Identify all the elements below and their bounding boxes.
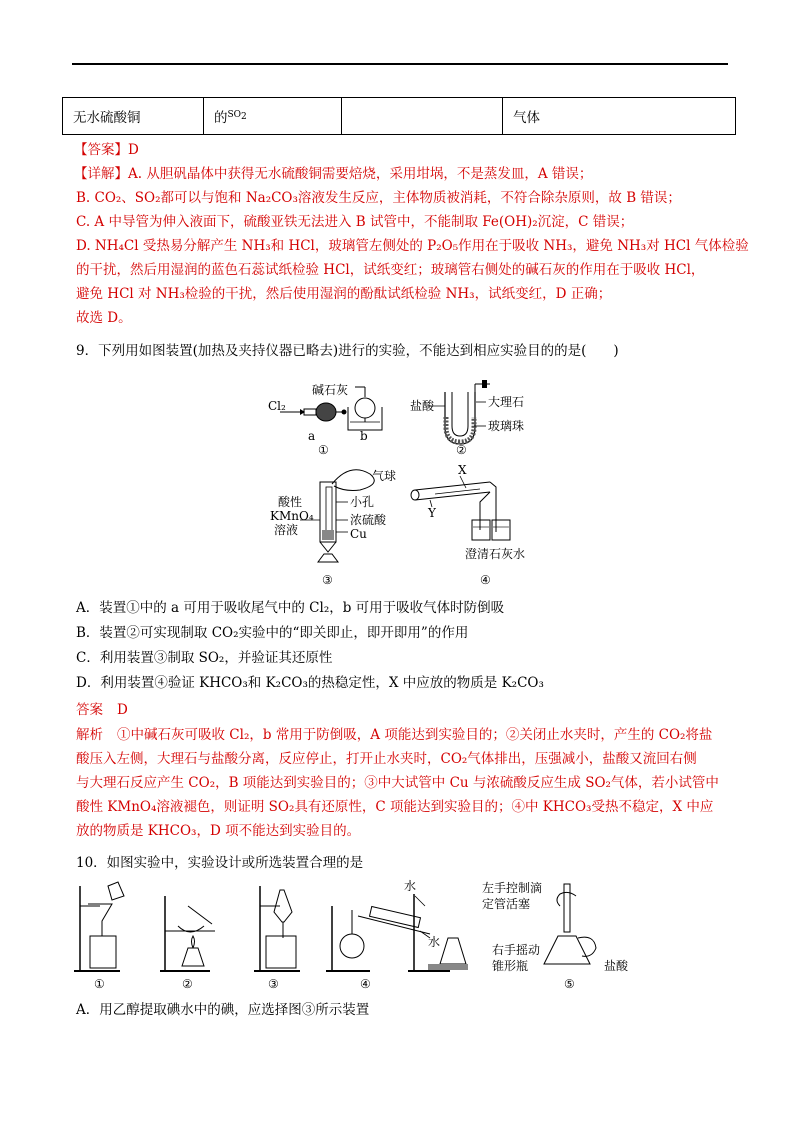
label-device-3: ③ — [322, 573, 333, 587]
label-hcl: 盐酸 — [410, 399, 435, 413]
table-cell: 无水硫酸铜 — [63, 98, 204, 135]
label-water-out: 水 — [428, 935, 441, 949]
detail-8-d2: 的干扰，然后用湿润的蓝色石蕊试纸检验 HCl，试纸变红；玻璃管右侧处的碱石灰的作用在于吸收 HCl， — [76, 262, 705, 278]
header-rule — [72, 63, 728, 65]
label-left-hand-1: 左手控制滴 — [482, 881, 543, 895]
label-device-1: ① — [318, 443, 329, 457]
label-limewater: 澄清石灰水 — [465, 547, 526, 561]
answer-8 — [74, 139, 734, 161]
label-marble: 大理石 — [488, 395, 525, 409]
label-kmno4-3: 溶液 — [274, 523, 299, 537]
question-10-stem: 10．如图实验中，实验设计或所选装置合理的是 — [76, 855, 364, 871]
analysis-text: ①中碱石灰可吸收 Cl₂，b 常用于防倒吸，A 项能达到实验目的；②关闭止水夹时，产生的 CO₂将盐 — [117, 727, 713, 743]
label-cl2: Cl₂ — [268, 399, 286, 413]
analysis-label: 解析 — [76, 727, 103, 743]
device-4-heating-tubes — [411, 476, 510, 540]
q9-option-b: B．装置②可实现制取 CO₂实验中的“即关即止，即开即用”的作用 — [76, 625, 469, 641]
label-cu: Cu — [350, 527, 367, 541]
q9-analysis-3: 与大理石反应产生 CO₂，B 项能达到实验目的；③中大试管中 Cu 与浓硫酸反应生成 SO₂气体，若小试管中 — [76, 775, 719, 791]
label-right-hand-2: 锥形瓶 — [492, 959, 529, 973]
label-glass-beads: 玻璃珠 — [488, 419, 525, 433]
label-x: X — [458, 463, 467, 477]
label-small-hole: 小孔 — [350, 495, 375, 509]
detail-8-c: C. A 中导管为伸入液面下，硫酸亚铁无法进入 B 试管中，不能制取 Fe(OH)₂沉淀，C 错误； — [76, 214, 634, 230]
label-kmno4-1: 酸性 — [278, 495, 303, 509]
label-setup-5: ⑤ — [564, 977, 575, 991]
q10-option-a: A．用乙醇提取碘水中的碘，应选择图③所示装置 — [76, 1002, 370, 1018]
q9-option-c: C．利用装置③制取 SO₂，并验证其还原性 — [76, 650, 333, 666]
label-setup-3: ③ — [268, 977, 279, 991]
setup-1-filtration — [74, 882, 124, 971]
detail-8-a — [74, 163, 734, 185]
setup-3-separatory-funnel — [254, 886, 300, 971]
table-cell — [342, 98, 503, 135]
label-y: Y — [428, 506, 436, 520]
table-cell — [204, 98, 342, 135]
answer-value: D — [117, 702, 128, 718]
label-balloon: 气球 — [372, 469, 397, 483]
detail-8-d3: 避免 HCl 对 NH₃检验的干扰，然后使用湿润的酚酞试纸检验 NH₃，试纸变红，D 正确； — [76, 286, 612, 302]
cell-text: 的 — [214, 110, 228, 126]
label-h2so4: 浓硫酸 — [350, 513, 387, 527]
label-a: a — [308, 429, 316, 443]
q9-analysis-4: 酸性 KMnO₄溶液褪色，则证明 SO₂具有还原性，C 项能达到实验目的；④中 KHCO₃受热不稳定，X 中应 — [76, 799, 714, 815]
detail-label: 【详解】 — [74, 166, 128, 182]
label-setup-1: ① — [94, 977, 105, 991]
label-left-hand-2: 定管活塞 — [482, 897, 531, 911]
detail-8-d1: D. NH₄Cl 受热易分解产生 NH₃和 HCl，玻璃管左侧处的 P₂O₅作用在于吸收 NH₃，避免 NH₃对 HCl 气体检验 — [76, 238, 749, 254]
cell-formula-sub: 2 — [241, 112, 247, 122]
label-soda-lime: 碱石灰 — [312, 383, 349, 397]
device-2-u-tube — [428, 380, 490, 444]
table-row — [63, 98, 736, 135]
q10-apparatus-figure — [70, 876, 660, 994]
label-device-2: ② — [456, 443, 467, 457]
q9-option-d: D．利用装置④验证 KHCO₃和 K₂CO₃的热稳定性，X 中应放的物质是 K₂CO₃ — [76, 675, 544, 691]
label-hcl-10: 盐酸 — [604, 959, 629, 973]
device-1-drying-tube — [280, 403, 347, 421]
device-1-beaker-funnel — [348, 387, 382, 430]
label-device-4: ④ — [480, 573, 491, 587]
detail-8-b: B. CO₂、SO₂都可以与饱和 Na₂CO₃溶液发生反应，主体物质被消耗，不符合除杂原则，故 B 错误； — [76, 190, 681, 206]
label-water-in: 水 — [404, 879, 417, 893]
label-setup-2: ② — [182, 977, 193, 991]
q9-option-a: A．装置①中的 a 可用于吸收尾气中的 Cl₂，b 可用于吸收气体时防倒吸 — [76, 600, 505, 616]
table-cell: 气体 — [503, 98, 736, 135]
q9-analysis-2: 酸压入左侧，大理石与盐酸分离，反应停止，打开止水夹时，CO₂气体排出，压强减小，盐酸又流回右侧 — [76, 751, 697, 767]
setup-4-distillation — [326, 894, 468, 971]
detail-8-conclusion: 故选 D。 — [76, 310, 132, 326]
q9-analysis-5: 放的物质是 KHCO₃，D 项不能达到实验目的。 — [76, 823, 361, 839]
setup-5-titration — [544, 884, 596, 964]
cell-formula: SO — [227, 110, 242, 120]
label-kmno4-2: KMnO₄ — [270, 509, 314, 523]
answer-label: 【答案】 — [74, 142, 128, 158]
q9-answer — [76, 699, 736, 721]
answer-label: 答案 — [76, 702, 103, 718]
answer-value: D — [128, 142, 139, 158]
label-right-hand-1: 右手摇动 — [492, 943, 541, 957]
label-b: b — [360, 429, 368, 443]
question-9-stem: 9．下列用如图装置(加热及夹持仪器已略去)进行的实验，不能达到相应实验目的的是( ) — [76, 343, 619, 359]
setup-2-evaporation — [160, 896, 215, 971]
label-setup-4: ④ — [360, 977, 371, 991]
q9-analysis-1 — [76, 724, 736, 746]
detail-text: A. 从胆矾晶体中获得无水硫酸铜需要焙烧，采用坩埚，不是蒸发皿，A 错误； — [128, 166, 593, 182]
answer-table — [62, 97, 736, 135]
q9-apparatus-figure — [260, 372, 530, 594]
